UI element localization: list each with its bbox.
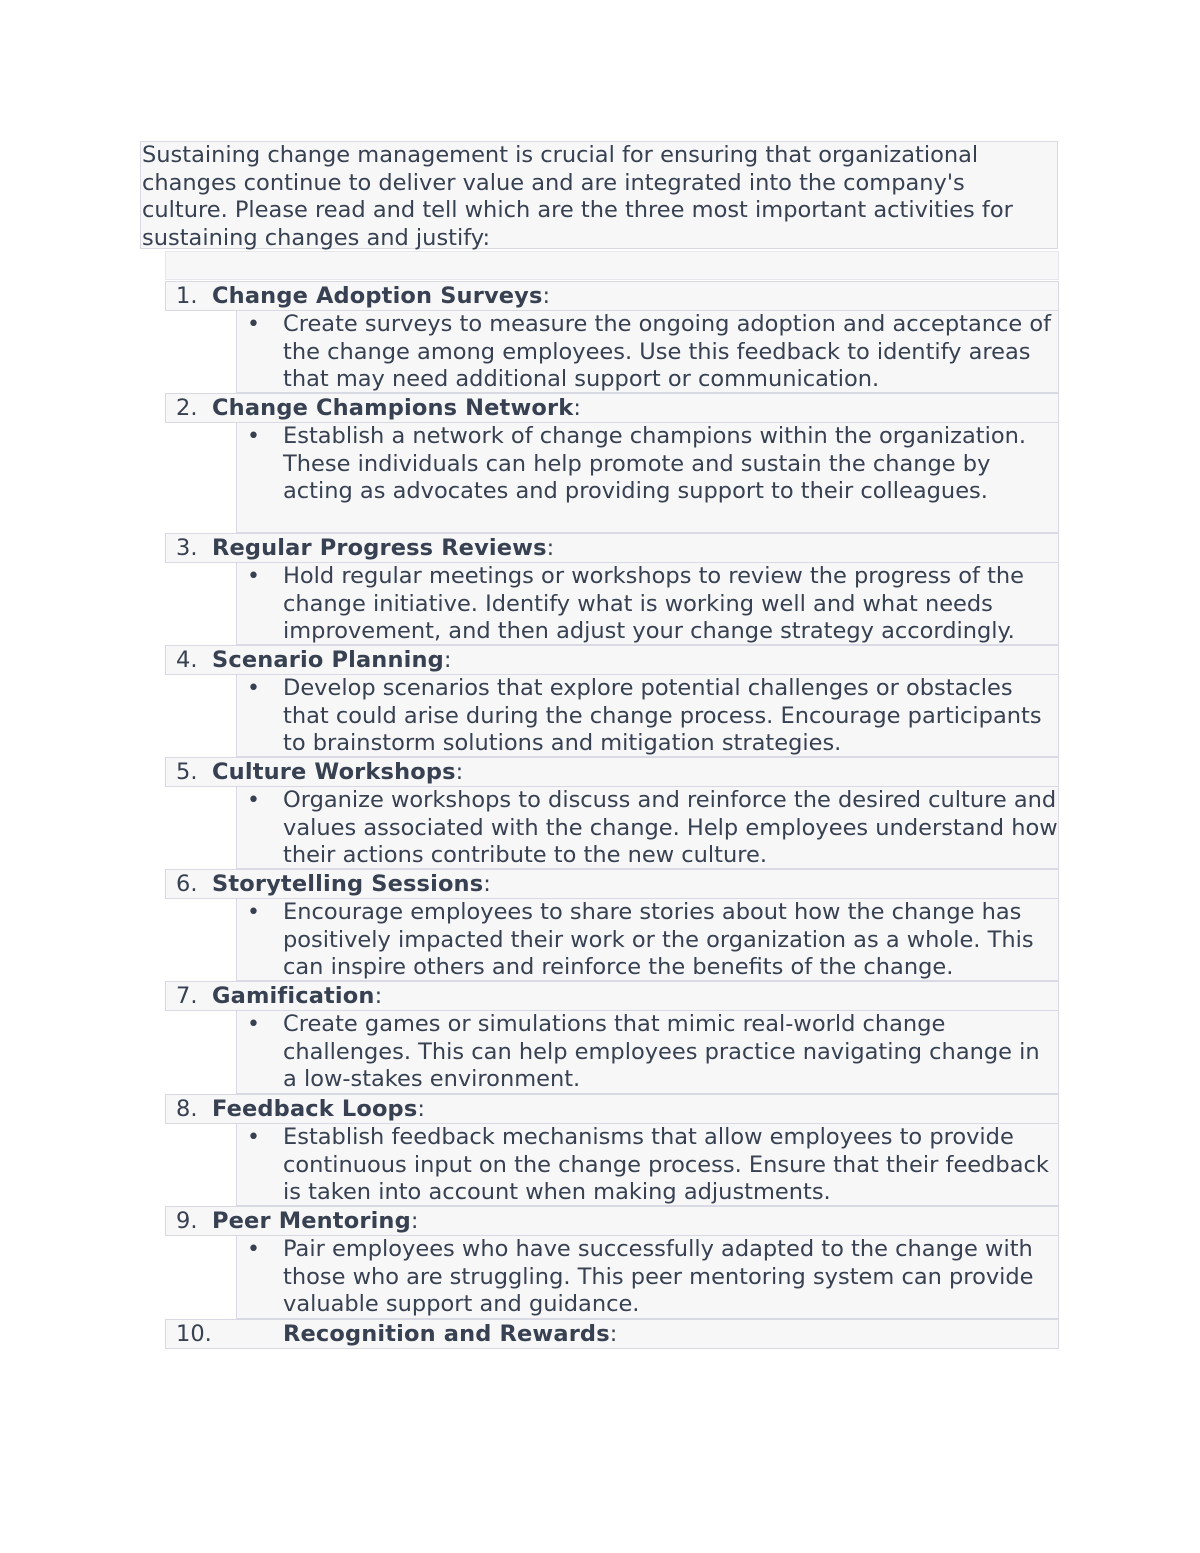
list-item-detail [236,1124,1059,1206]
list-spacer [165,251,1059,280]
item-title: Peer Mentoring [212,1208,411,1234]
item-suffix: : [455,759,464,785]
item-suffix: : [542,283,551,309]
item-title: Culture Workshops [212,759,456,785]
item-description: Encourage employees to share stories about how the change has positively impacted their work or the organization as a whole. This can inspire others and reinforce the benefits of the change. [283,899,1034,980]
item-description: Develop scenarios that explore potential challenges or obstacles that could arise during the change process. Encourage participants to brainstorm solutions and mitigation strategies. [283,675,1042,756]
item-number: 9. [176,1208,198,1234]
item-description: Pair employees who have successfully adapted to the change with those who are struggling. This peer mentoring system can provide valuable support and guidance. [283,1236,1034,1317]
item-title: Storytelling Sessions [212,871,484,897]
item-description: Create games or simulations that mimic real-world change challenges. This can help employees practice navigating change in a low-stakes environment. [283,1011,1040,1092]
item-title: Scenario Planning [212,647,444,673]
item-title: Feedback Loops [212,1096,418,1122]
item-number: 5. [176,759,198,785]
bullet-icon: • [247,900,260,925]
bullet-icon: • [247,1125,260,1150]
item-suffix: : [573,395,581,421]
item-title: Change Champions Network [212,395,574,421]
bullet-icon: • [247,788,260,813]
item-suffix: : [609,1321,618,1347]
list-item-detail [236,675,1059,757]
list-item-detail [236,787,1059,869]
item-description: Establish a network of change champions within the organization. These individuals can help promote and sustain the change by acting as advocates and providing support to their colleagues. [283,423,1027,504]
list-item-detail [236,1011,1059,1094]
item-suffix: : [417,1096,425,1122]
list-item-heading [165,1206,1059,1236]
item-suffix: : [546,535,555,561]
item-number: 10. [176,1321,212,1347]
item-description: Establish feedback mechanisms that allow employees to provide continuous input on the change process. Ensure that their feedback is taken into account when making adjustments. [283,1124,1049,1205]
item-title: Gamification [212,983,375,1009]
intro-paragraph: Sustaining change management is crucial for ensuring that organizational changes continue to deliver value and are integrated into the company's culture. Please read and tell which are the three most important activities for sustaining changes and justify: [140,141,1058,249]
list-item-heading [165,533,1059,563]
list-item-detail [236,423,1059,533]
item-suffix: : [410,1208,419,1234]
bullet-icon: • [247,564,260,589]
item-suffix: : [483,871,491,897]
bullet-icon: • [247,312,260,337]
bullet-icon: • [247,1012,260,1037]
item-title: Change Adoption Surveys [212,283,543,309]
bullet-icon: • [247,1237,260,1262]
list-item-heading [165,281,1059,311]
item-number: 4. [176,647,198,673]
item-number: 8. [176,1096,198,1122]
item-title: Regular Progress Reviews [212,535,547,561]
list-item-heading [165,981,1059,1011]
list-item-heading [165,393,1059,423]
item-number: 7. [176,983,198,1009]
item-suffix: : [443,647,452,673]
item-description: Hold regular meetings or workshops to review the progress of the change initiative. Identify what is working well and what needs improvement, and then adjust your change strategy accordingly. [283,563,1024,644]
item-title: Recognition and Rewards [283,1321,610,1347]
item-description: Organize workshops to discuss and reinforce the desired culture and values associated with the change. Help employees understand how their actions contribute to the new culture. [283,787,1058,868]
item-number: 2. [176,395,198,421]
list-item-heading [165,757,1059,787]
item-description: Create surveys to measure the ongoing adoption and acceptance of the change among employees. Use this feedback to identify areas that may need additional support or communication. [283,311,1052,392]
item-number: 1. [176,283,198,309]
list-item-detail [236,1236,1059,1319]
item-number: 6. [176,871,198,897]
list-item-detail [236,563,1059,645]
item-suffix: : [374,983,383,1009]
list-item-detail [236,311,1059,393]
list-item-heading [165,1094,1059,1124]
bullet-icon: • [247,676,260,701]
list-item-heading [165,869,1059,899]
list-item-heading [165,645,1059,675]
item-number: 3. [176,535,198,561]
list-item-heading [165,1319,1059,1349]
list-item-detail [236,899,1059,981]
bullet-icon: • [247,424,260,449]
